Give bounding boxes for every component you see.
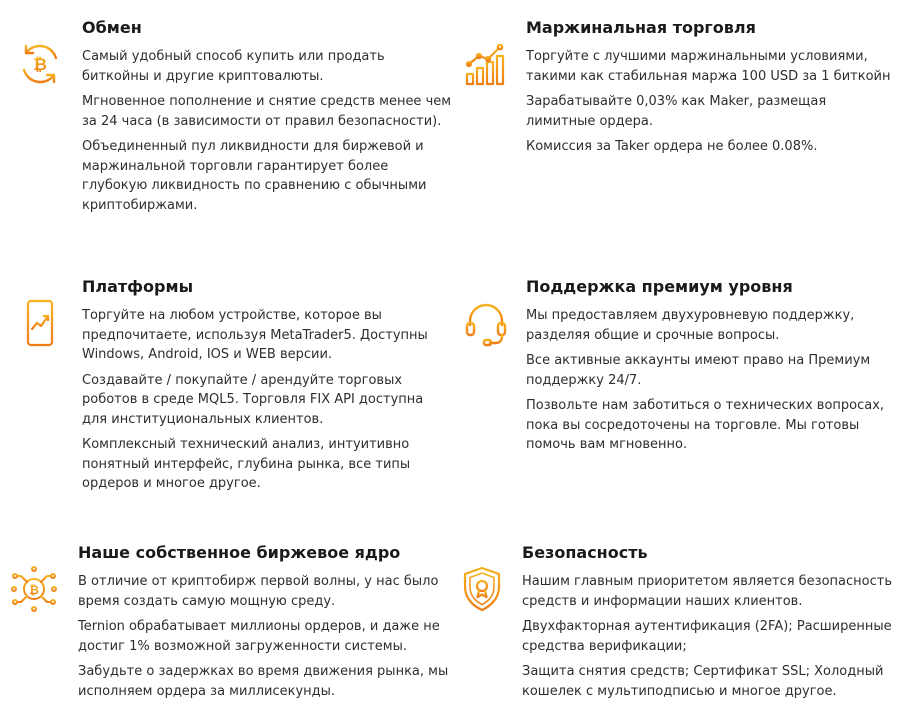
- mobile-chart-icon: [16, 299, 64, 347]
- feature-title: Поддержка премиум уровня: [526, 277, 793, 296]
- growth-chart-icon: [462, 40, 510, 88]
- feature-paragraph: Позвольте нам заботиться о технических вопросах, пока вы сосредоточены на торговле. Мы готовы помочь вам мгновенно.: [526, 398, 885, 452]
- feature-paragraph: Ternion обрабатывает миллионы ордеров, и даже не достиг 1% возможной загруженности системы.: [78, 619, 440, 654]
- feature-paragraph: Самый удобный способ купить или продать биткойны и другие криптовалюты.: [82, 49, 385, 84]
- bitcoin-exchange-icon: [16, 40, 64, 88]
- feature-title: Обмен: [82, 18, 142, 37]
- feature-paragraph: Комиссия за Taker ордера не более 0.08%.: [526, 139, 818, 154]
- feature-paragraph: Комплексный технический анализ, интуитивно понятный интерфейс, глубина рынка, все типы ордеров и многое другое.: [82, 437, 411, 491]
- feature-title: Наше собственное биржевое ядро: [78, 543, 401, 562]
- feature-paragraph: Создавайте / покупайте / арендуйте торговых роботов в среде MQL5. Торговля FIX API доступна для институциональных клиентов.: [82, 372, 424, 427]
- feature-paragraph: Забудьте о задержках во время движения рынка, мы исполняем ордера за миллисекунды.: [78, 664, 449, 699]
- feature-paragraph: Все активные аккаунты имеют право на Премиум поддержку 24/7.: [526, 353, 871, 388]
- feature-paragraph: Защита снятия средств; Сертификат SSL; Холодный кошелек с мультиподписью и многое другое.: [522, 664, 884, 699]
- feature-paragraph: Мгновенное пополнение и снятие средств менее чем за 24 часа (в зависимости от правил безопасности).: [82, 94, 452, 129]
- svg-text:₿: ₿: [33, 55, 47, 75]
- feature-title: Платформы: [82, 277, 194, 296]
- svg-text:₿: ₿: [29, 583, 39, 597]
- feature-paragraph: Торгуйте с лучшими маржинальными условиями, такими как стабильная маржа 100 USD за 1 биткойн: [526, 49, 891, 84]
- feature-paragraph: Нашим главным приоритетом является безопасность средств и информации наших клиентов.: [522, 574, 892, 609]
- feature-title: Маржинальная торговля: [526, 18, 756, 37]
- headset-icon: [462, 299, 510, 347]
- feature-paragraph: Двухфакторная аутентификация (2FA); Расширенные средства верификации;: [522, 619, 892, 654]
- feature-paragraph: В отличие от криптобирж первой волны, у нас было время создать самую мощную среду.: [78, 574, 439, 609]
- feature-title: Безопасность: [522, 543, 648, 562]
- feature-paragraph: Мы предоставляем двухуровневую поддержку, разделяя общие и срочные вопросы.: [526, 308, 855, 343]
- feature-paragraph: Объединенный пул ликвидности для биржевой и маржинальной торговли гарантирует более глубокую ликвидность по сравнению с обычными криптобиржами.: [82, 139, 427, 213]
- security-shield-icon: [458, 565, 506, 613]
- network-core-icon: [10, 565, 58, 613]
- feature-paragraph: Торгуйте на любом устройстве, которое вы предпочитаете, используя MetaTrader5. Доступны Windows, Android, IOS и WEB версии.: [82, 308, 428, 362]
- feature-paragraph: Зарабатывайте 0,03% как Maker, размещая лимитные ордера.: [526, 94, 827, 129]
